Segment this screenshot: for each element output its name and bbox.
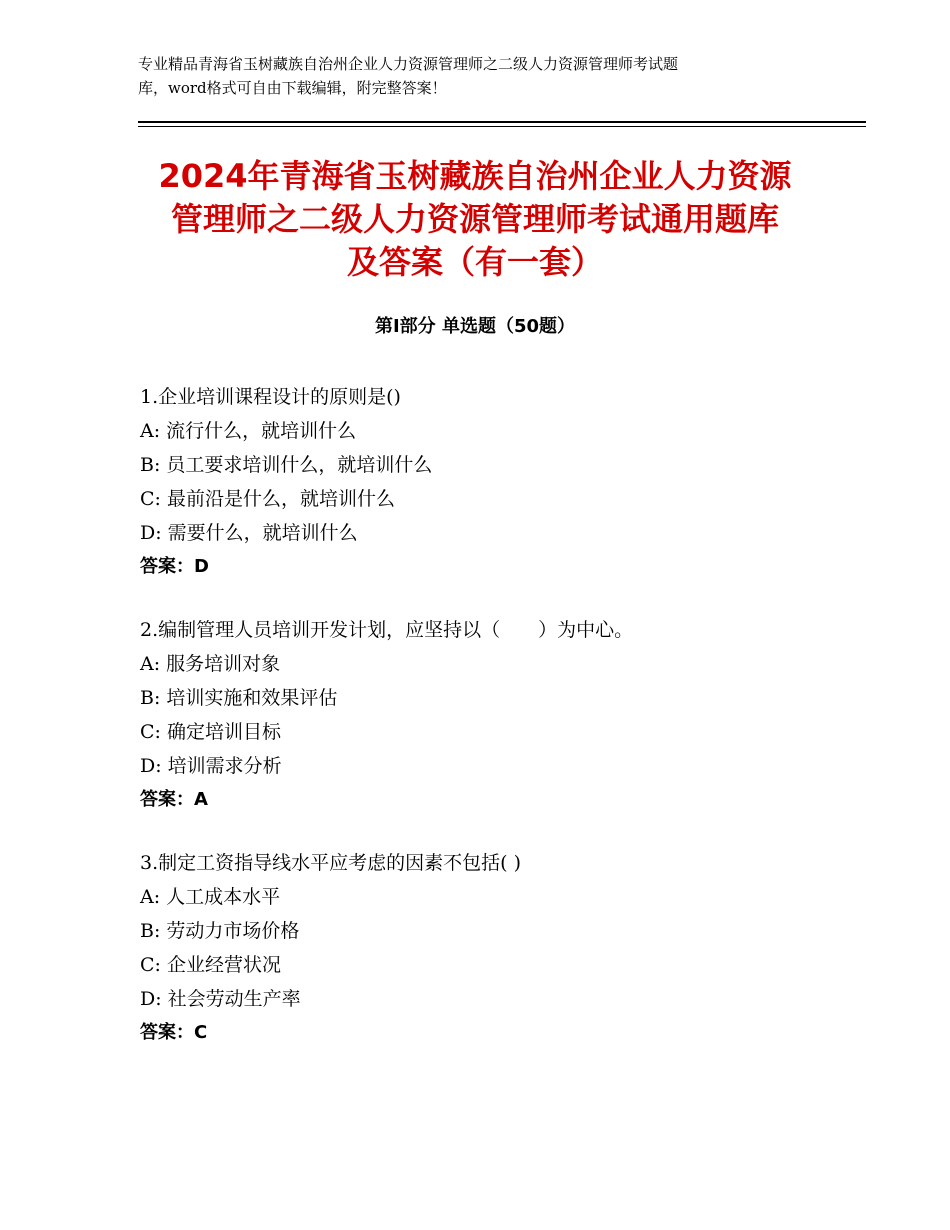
document-header-note — [138, 52, 818, 100]
question-3 — [140, 846, 840, 1050]
answer: 答案：C — [140, 1022, 208, 1043]
option-c: C: 最前沿是什么，就培训什么 — [140, 488, 395, 510]
option-c: C: 企业经营状况 — [140, 954, 281, 976]
document-title — [120, 155, 830, 284]
option-d: D: 需要什么，就培训什么 — [140, 522, 358, 544]
title-line-1: 2024年青海省玉树藏族自治州企业人力资源 — [158, 157, 792, 195]
section-title: 第Ⅰ部分 单选题（50题） — [374, 316, 575, 337]
option-a: A: 服务培训对象 — [140, 653, 281, 675]
question-stem: 3.制定工资指导线水平应考虑的因素不包括( ) — [140, 852, 521, 874]
title-line-2: 管理师之二级人力资源管理师考试通用题库 — [170, 200, 779, 238]
option-d: D: 社会劳动生产率 — [140, 988, 301, 1010]
option-c: C: 确定培训目标 — [140, 721, 281, 743]
answer: 答案：A — [140, 789, 208, 810]
option-a: A: 流行什么，就培训什么 — [140, 420, 357, 442]
header-divider-thick — [138, 121, 866, 123]
answer: 答案：D — [140, 556, 209, 577]
question-1 — [140, 380, 840, 584]
title-line-3: 及答案（有一套） — [346, 243, 603, 281]
option-d: D: 培训需求分析 — [140, 755, 282, 777]
header-note-line-2: 库，word格式可自由下载编辑，附完整答案！ — [138, 79, 447, 97]
question-stem: 1.企业培训课程设计的原则是() — [140, 386, 401, 408]
header-divider-thin — [138, 126, 866, 127]
option-b: B: 劳动力市场价格 — [140, 920, 300, 942]
header-note-line-1: 专业精品青海省玉树藏族自治州企业人力资源管理师之二级人力资源管理师考试题 — [138, 55, 679, 73]
question-stem: 2.编制管理人员培训开发计划，应坚持以（ ）为中心。 — [140, 619, 634, 641]
question-2 — [140, 613, 840, 817]
option-a: A: 人工成本水平 — [140, 886, 281, 908]
option-b: B: 员工要求培训什么，就培训什么 — [140, 454, 433, 476]
option-b: B: 培训实施和效果评估 — [140, 687, 338, 709]
question-list — [140, 380, 840, 1079]
